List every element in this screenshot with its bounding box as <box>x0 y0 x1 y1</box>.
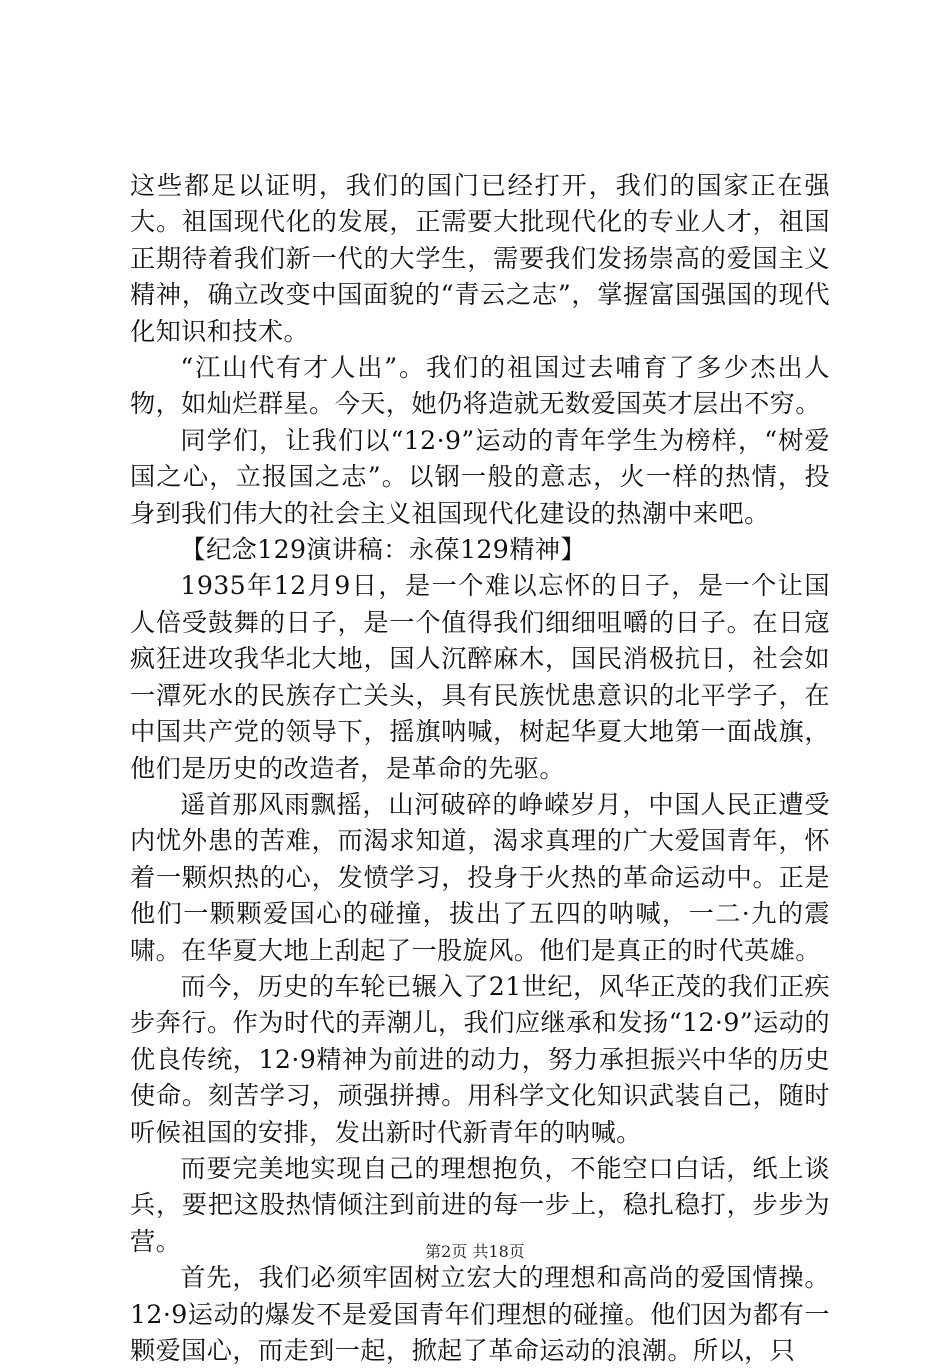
section-heading: 【纪念129演讲稿：永葆129精神】 <box>180 535 586 565</box>
paragraph: “江山代有才人出”。我们的祖国过去哺育了多少杰出人物，如灿烂群星。今天，她仍将造就无数爱国英才层出不穷。 <box>130 353 830 419</box>
paragraph: 同学们，让我们以“12·9”运动的青年学生为榜样，“树爱国之心，立报国之志”。以钢一般的意志，火一样的热情，投身到我们伟大的社会主义祖国现代化建设的热潮中来吧。 <box>130 425 830 528</box>
paragraph: 1935年12月9日，是一个难以忘怀的日子，是一个让国人倍受鼓舞的日子，是一个值得我们细细咀嚼的日子。在日寇疯狂进攻我华北大地，国人沉醉麻木，国民消极抗日，社会如一潭死水的民族存亡关头，具有民族忧患意识的北平学子，在中国共产党的领导下，摇旗呐喊，树起华夏大地第一面战旗，他们是历史的改造者，是革命的先驱。 <box>130 571 830 783</box>
page-number-footer: 第2页 共18页 <box>425 1242 525 1261</box>
paragraph: 首先，我们必须牢固树立宏大的理想和高尚的爱国情操。12·9运动的爆发不是爱国青年们理想的碰撞。他们因为都有一颗爱国心，而走到一起，掀起了革命运动的浪潮。所以，只 <box>130 1263 830 1365</box>
paragraph: 而要完美地实现自己的理想抱负，不能空口白话，纸上谈兵，要把这股热情倾注到前进的每一步上，稳扎稳打，步步为营。 <box>130 1153 830 1256</box>
document-body <box>130 168 830 1369</box>
paragraph: 遥首那风雨飘摇，山河破碎的峥嵘岁月，中国人民正遭受内忧外患的苦难，而渴求知道，渴求真理的广大爱国青年，怀着一颗炽热的心，发愤学习，投身于火热的革命运动中。正是他们一颗颗爱国心的碰撞，拔出了五四的呐喊，一二·九的震啸。在华夏大地上刮起了一股旋风。他们是真正的时代英雄。 <box>130 789 830 965</box>
paragraph-continuation: 这些都足以证明，我们的国门已经打开，我们的国家正在强大。祖国现代化的发展，正需要大批现代化的专业人才，祖国正期待着我们新一代的大学生，需要我们发扬崇高的爱国主义精神，确立改变中国面貌的“青云之志”，掌握富国强国的现代化知识和技术。 <box>130 171 830 346</box>
paragraph: 而今，历史的车轮已辗入了21世纪，风华正茂的我们正疾步奔行。作为时代的弄潮儿，我们应继承和发扬“12·9”运动的优良传统，12·9精神为前进的动力，努力承担振兴中华的历史使命。刻苦学习，顽强拼搏。用科学文化知识武装自己，随时听候祖国的安排，发出新时代新青年的呐喊。 <box>130 971 830 1147</box>
